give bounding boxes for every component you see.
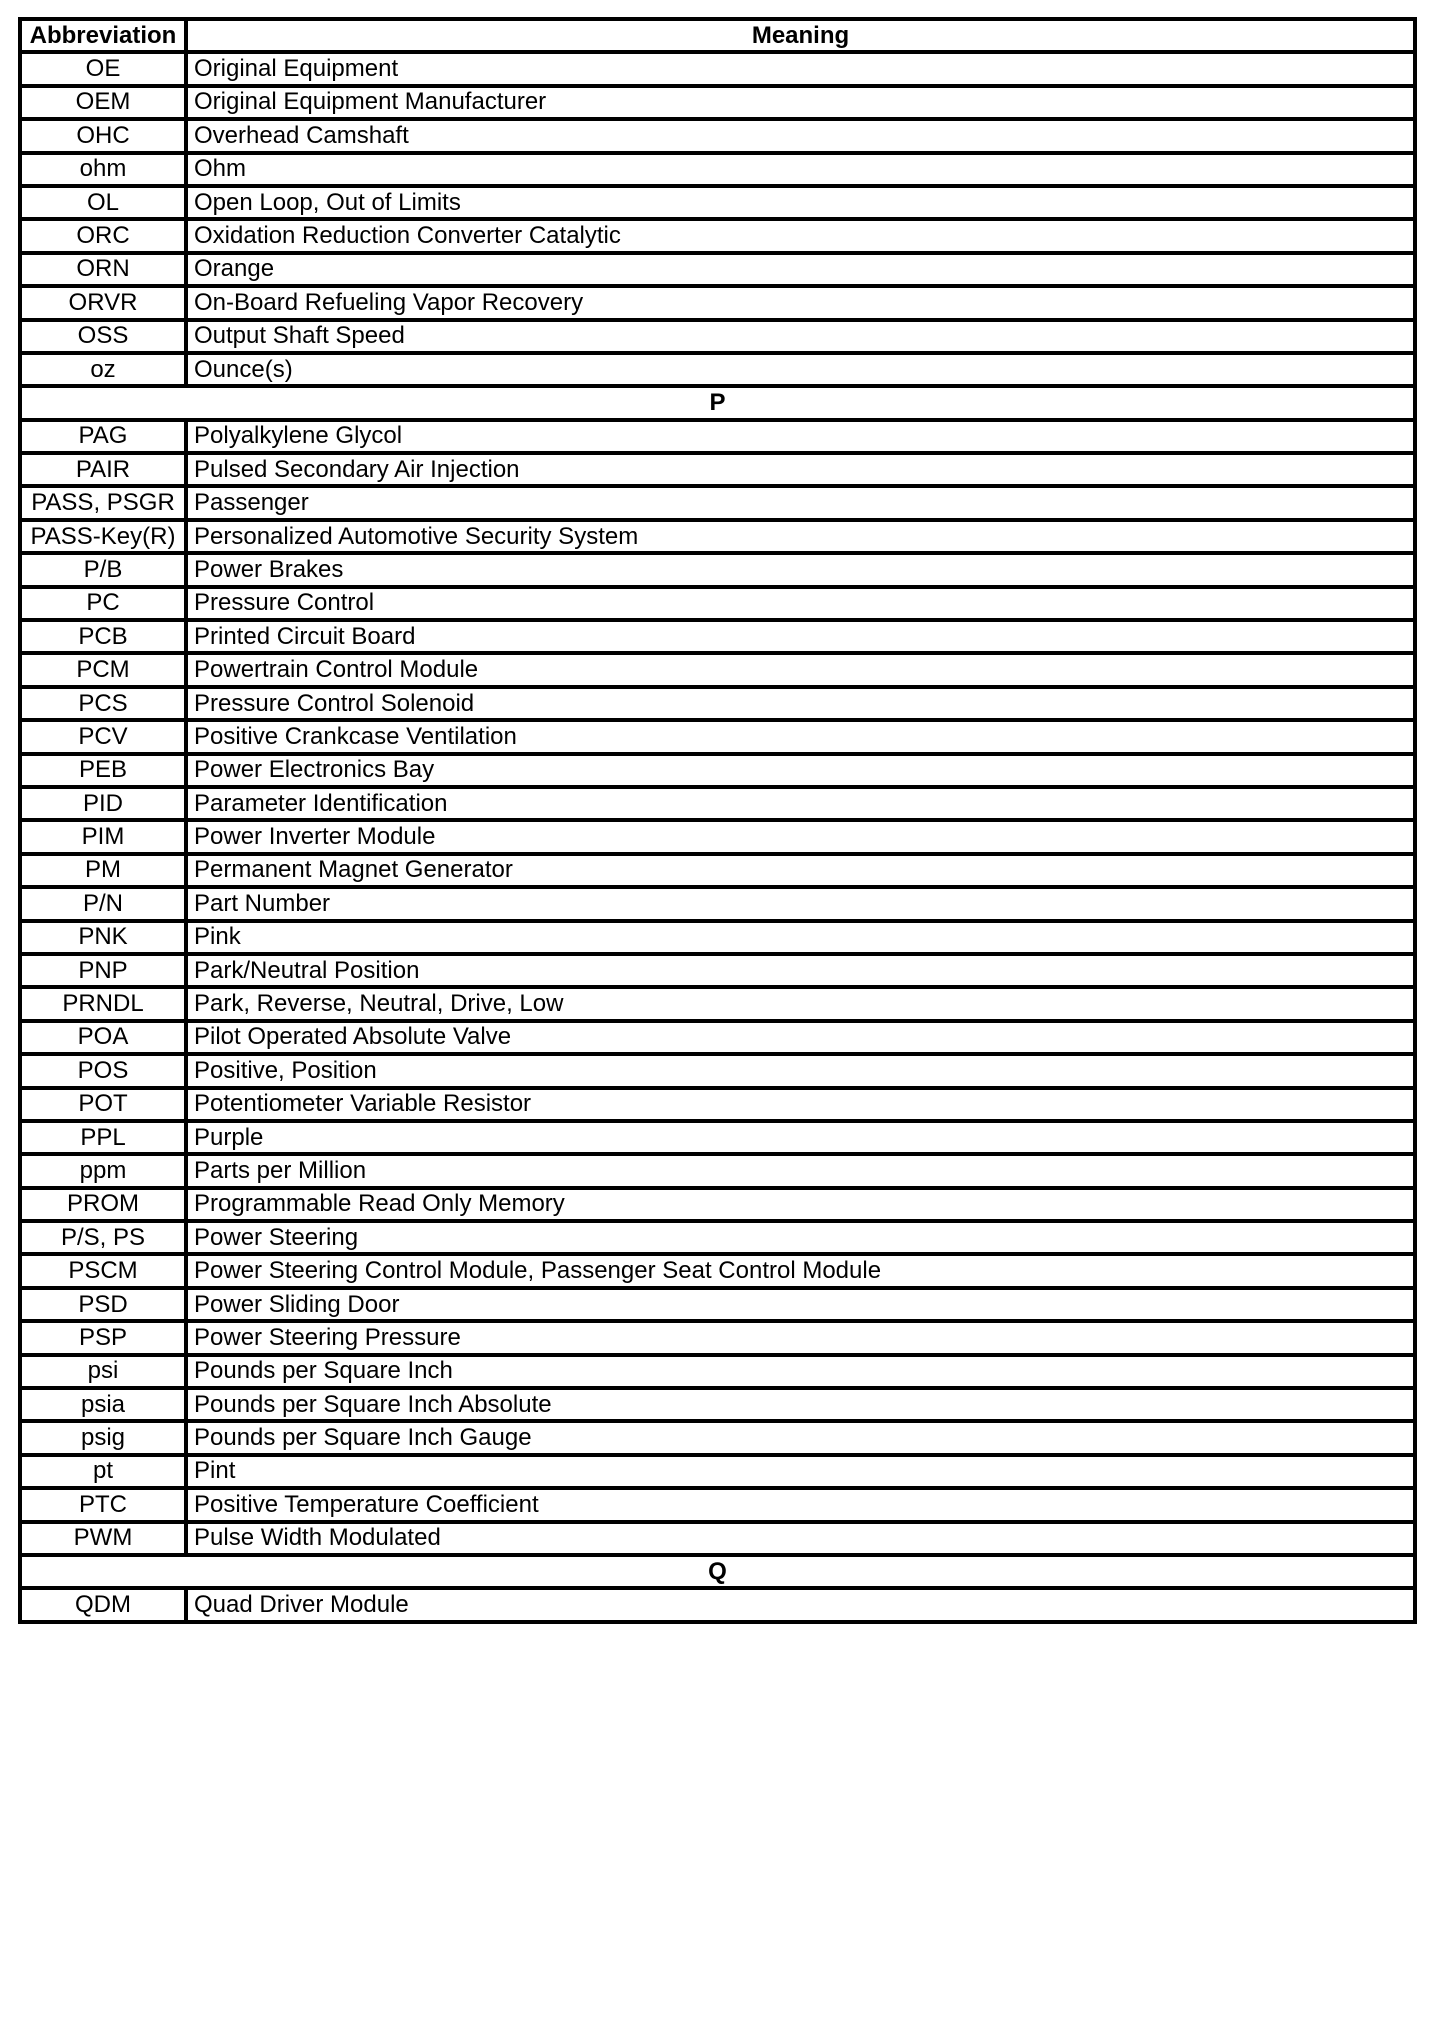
meaning-cell: Ounce(s): [186, 353, 1415, 386]
table-row: [20, 420, 1415, 453]
abbreviation-cell: PSP: [20, 1321, 186, 1354]
abbreviation-cell: OL: [20, 186, 186, 219]
abbreviation-cell: psig: [20, 1421, 186, 1454]
meaning-cell: Power Brakes: [186, 553, 1415, 586]
section-row: [20, 386, 1415, 419]
meaning-cell: Pulse Width Modulated: [186, 1522, 1415, 1555]
table-row: [20, 1188, 1415, 1221]
abbreviation-cell: psia: [20, 1388, 186, 1421]
abbreviation-cell: PTC: [20, 1488, 186, 1521]
abbreviation-table: [18, 17, 1417, 1624]
meaning-cell: Permanent Magnet Generator: [186, 854, 1415, 887]
meaning-cell: Power Sliding Door: [186, 1288, 1415, 1321]
meaning-cell: Overhead Camshaft: [186, 119, 1415, 152]
abbreviation-cell: PWM: [20, 1522, 186, 1555]
abbreviation-cell: P/B: [20, 553, 186, 586]
abbreviation-cell: PEB: [20, 754, 186, 787]
table-body: [20, 52, 1415, 1621]
meaning-cell: Powertrain Control Module: [186, 653, 1415, 686]
meaning-cell: Potentiometer Variable Resistor: [186, 1088, 1415, 1121]
abbreviation-cell: P/N: [20, 887, 186, 920]
meaning-cell: Power Steering Control Module, Passenger Seat Control Module: [186, 1254, 1415, 1287]
meaning-cell: Purple: [186, 1121, 1415, 1154]
table-row: [20, 1488, 1415, 1521]
table-row: [20, 587, 1415, 620]
table-row: [20, 253, 1415, 286]
abbreviation-cell: psi: [20, 1355, 186, 1388]
abbreviation-cell: PNP: [20, 954, 186, 987]
meaning-cell: Pounds per Square Inch Absolute: [186, 1388, 1415, 1421]
table-row: [20, 1054, 1415, 1087]
table-row: [20, 1388, 1415, 1421]
abbreviation-cell: PCM: [20, 653, 186, 686]
table-row: [20, 553, 1415, 586]
meaning-cell: Power Steering Pressure: [186, 1321, 1415, 1354]
table-row: [20, 186, 1415, 219]
table-row: [20, 119, 1415, 152]
meaning-cell: Pint: [186, 1455, 1415, 1488]
table-row: [20, 754, 1415, 787]
table-row: [20, 653, 1415, 686]
table-row: [20, 854, 1415, 887]
table-row: [20, 1254, 1415, 1287]
abbreviation-cell: PIM: [20, 820, 186, 853]
abbreviation-cell: OHC: [20, 119, 186, 152]
table-row: [20, 1154, 1415, 1187]
meaning-cell: Power Electronics Bay: [186, 754, 1415, 787]
meaning-cell: Parameter Identification: [186, 787, 1415, 820]
table-row: [20, 486, 1415, 519]
table-row: [20, 1021, 1415, 1054]
table-row: [20, 987, 1415, 1020]
abbreviation-cell: PPL: [20, 1121, 186, 1154]
abbreviation-cell: PM: [20, 854, 186, 887]
abbreviation-cell: OEM: [20, 86, 186, 119]
table-row: [20, 453, 1415, 486]
meaning-cell: Ohm: [186, 153, 1415, 186]
table-row: [20, 921, 1415, 954]
meaning-cell: Positive Crankcase Ventilation: [186, 720, 1415, 753]
meaning-cell: Open Loop, Out of Limits: [186, 186, 1415, 219]
meaning-cell: Polyalkylene Glycol: [186, 420, 1415, 453]
abbreviation-cell: PCV: [20, 720, 186, 753]
table-row: [20, 887, 1415, 920]
meaning-cell: Quad Driver Module: [186, 1588, 1415, 1621]
meaning-cell: Pressure Control Solenoid: [186, 687, 1415, 720]
abbreviation-cell: POT: [20, 1088, 186, 1121]
abbreviation-cell: oz: [20, 353, 186, 386]
abbreviation-cell: PAG: [20, 420, 186, 453]
abbreviation-cell: PID: [20, 787, 186, 820]
meaning-cell: Positive Temperature Coefficient: [186, 1488, 1415, 1521]
abbreviation-cell: ohm: [20, 153, 186, 186]
abbreviation-cell: PCB: [20, 620, 186, 653]
table-row: [20, 1588, 1415, 1621]
table-row: [20, 620, 1415, 653]
abbreviation-cell: PRNDL: [20, 987, 186, 1020]
table-row: [20, 153, 1415, 186]
abbreviation-cell: QDM: [20, 1588, 186, 1621]
meaning-cell: Pounds per Square Inch Gauge: [186, 1421, 1415, 1454]
table-row: [20, 1121, 1415, 1154]
table-row: [20, 320, 1415, 353]
abbreviation-cell: PAIR: [20, 453, 186, 486]
table-row: [20, 219, 1415, 252]
table-row: [20, 820, 1415, 853]
section-letter: Q: [20, 1555, 1415, 1588]
abbreviation-cell: pt: [20, 1455, 186, 1488]
meaning-cell: Pilot Operated Absolute Valve: [186, 1021, 1415, 1054]
table-row: [20, 1288, 1415, 1321]
abbreviation-cell: PASS, PSGR: [20, 486, 186, 519]
abbreviation-cell: PSD: [20, 1288, 186, 1321]
table-row: [20, 86, 1415, 119]
table-row: [20, 1455, 1415, 1488]
table-row: [20, 954, 1415, 987]
table-row: [20, 1355, 1415, 1388]
meaning-cell: Park, Reverse, Neutral, Drive, Low: [186, 987, 1415, 1020]
meaning-cell: Personalized Automotive Security System: [186, 520, 1415, 553]
abbreviation-cell: PASS-Key(R): [20, 520, 186, 553]
abbreviation-cell: PC: [20, 587, 186, 620]
meaning-cell: Pressure Control: [186, 587, 1415, 620]
section-letter: P: [20, 386, 1415, 419]
abbreviation-cell: ppm: [20, 1154, 186, 1187]
abbreviation-cell: OE: [20, 52, 186, 85]
meaning-cell: Printed Circuit Board: [186, 620, 1415, 653]
meaning-cell: Oxidation Reduction Converter Catalytic: [186, 219, 1415, 252]
meaning-cell: Orange: [186, 253, 1415, 286]
table-row: [20, 286, 1415, 319]
table-row: [20, 787, 1415, 820]
table-row: [20, 1421, 1415, 1454]
abbreviation-cell: PSCM: [20, 1254, 186, 1287]
meaning-cell: Parts per Million: [186, 1154, 1415, 1187]
meaning-cell: Positive, Position: [186, 1054, 1415, 1087]
abbreviation-cell: PNK: [20, 921, 186, 954]
meaning-cell: Original Equipment: [186, 52, 1415, 85]
table-row: [20, 52, 1415, 85]
table-row: [20, 1088, 1415, 1121]
header-abbreviation: Abbreviation: [20, 19, 186, 52]
meaning-cell: Part Number: [186, 887, 1415, 920]
header-meaning: Meaning: [186, 19, 1415, 52]
meaning-cell: Pounds per Square Inch: [186, 1355, 1415, 1388]
table-row: [20, 720, 1415, 753]
meaning-cell: Pulsed Secondary Air Injection: [186, 453, 1415, 486]
abbreviation-cell: POA: [20, 1021, 186, 1054]
abbreviation-cell: ORN: [20, 253, 186, 286]
abbreviation-cell: ORVR: [20, 286, 186, 319]
abbreviation-cell: P/S, PS: [20, 1221, 186, 1254]
abbreviation-cell: PROM: [20, 1188, 186, 1221]
table-row: [20, 1221, 1415, 1254]
abbreviation-cell: PCS: [20, 687, 186, 720]
meaning-cell: Original Equipment Manufacturer: [186, 86, 1415, 119]
meaning-cell: Programmable Read Only Memory: [186, 1188, 1415, 1221]
meaning-cell: Power Steering: [186, 1221, 1415, 1254]
abbreviation-cell: ORC: [20, 219, 186, 252]
table-row: [20, 1321, 1415, 1354]
meaning-cell: Park/Neutral Position: [186, 954, 1415, 987]
table-row: [20, 353, 1415, 386]
meaning-cell: Passenger: [186, 486, 1415, 519]
table-row: [20, 1522, 1415, 1555]
table-row: [20, 687, 1415, 720]
section-row: [20, 1555, 1415, 1588]
abbreviation-cell: POS: [20, 1054, 186, 1087]
header-row: [20, 19, 1415, 52]
table-row: [20, 520, 1415, 553]
meaning-cell: Pink: [186, 921, 1415, 954]
meaning-cell: On-Board Refueling Vapor Recovery: [186, 286, 1415, 319]
meaning-cell: Output Shaft Speed: [186, 320, 1415, 353]
abbreviation-cell: OSS: [20, 320, 186, 353]
meaning-cell: Power Inverter Module: [186, 820, 1415, 853]
